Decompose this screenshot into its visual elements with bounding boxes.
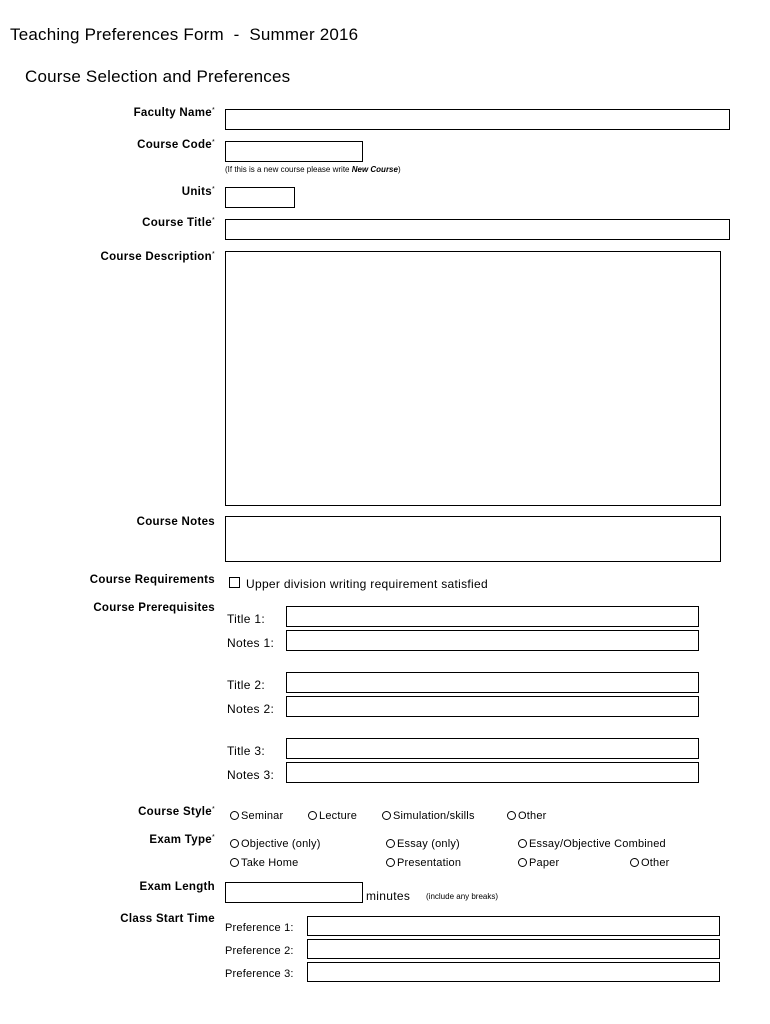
prereq-notes-1-input[interactable]: [286, 630, 699, 651]
course-prerequisites-label: Course Prerequisites: [93, 602, 215, 614]
prereq-title-2-label: Title 2:: [227, 678, 265, 692]
writing-requirement-label: Upper division writing requirement satisfied: [246, 577, 488, 591]
prereq-notes-1-label: Notes 1:: [227, 636, 275, 650]
exam-type-option-other[interactable]: Other: [630, 857, 670, 869]
writing-requirement-checkbox[interactable]: [229, 577, 240, 588]
radio-icon: [507, 811, 516, 820]
course-code-input[interactable]: [225, 141, 363, 162]
preference-3-label: Preference 3:: [225, 968, 294, 980]
exam-type-label: Exam Type*: [149, 834, 215, 846]
exam-length-hint: (include any breaks): [426, 892, 499, 901]
course-code-hint: (If this is a new course please write New Course): [225, 165, 401, 174]
course-requirements-label: Course Requirements: [89, 574, 215, 586]
course-title-label: Course Title*: [142, 217, 215, 229]
radio-icon: [386, 839, 395, 848]
form-title: Teaching Preferences Form - Summer 2016: [10, 25, 359, 44]
exam-length-label: Exam Length: [139, 881, 215, 893]
exam-length-input[interactable]: [225, 882, 363, 903]
course-title-input[interactable]: [225, 219, 730, 240]
prereq-notes-3-label: Notes 3:: [227, 768, 275, 782]
radio-icon: [230, 811, 239, 820]
course-style-option-lecture[interactable]: Lecture: [308, 810, 357, 822]
course-style-label: Course Style*: [138, 806, 215, 818]
prereq-title-3-label: Title 3:: [227, 744, 265, 758]
exam-type-option-presentation[interactable]: Presentation: [386, 857, 461, 869]
course-style-option-simulation[interactable]: Simulation/skills: [382, 810, 475, 822]
radio-icon: [230, 839, 239, 848]
class-start-time-label: Class Start Time: [120, 913, 215, 925]
exam-type-option-paper[interactable]: Paper: [518, 857, 559, 869]
course-notes-textarea[interactable]: [225, 516, 721, 562]
preference-1-input[interactable]: [307, 916, 720, 936]
prereq-notes-2-input[interactable]: [286, 696, 699, 717]
prereq-title-1-label: Title 1:: [227, 612, 265, 626]
radio-icon: [518, 839, 527, 848]
prereq-notes-2-label: Notes 2:: [227, 702, 275, 716]
preference-2-input[interactable]: [307, 939, 720, 959]
exam-type-option-objective[interactable]: Objective (only): [230, 838, 321, 850]
prereq-title-3-input[interactable]: [286, 738, 699, 759]
course-code-label: Course Code*: [137, 139, 215, 151]
faculty-name-label: Faculty Name*: [133, 107, 215, 119]
course-style-option-seminar[interactable]: Seminar: [230, 810, 283, 822]
units-label: Units*: [181, 186, 215, 198]
preference-2-label: Preference 2:: [225, 945, 294, 957]
radio-icon: [308, 811, 317, 820]
radio-icon: [386, 858, 395, 867]
units-input[interactable]: [225, 187, 295, 208]
course-description-label: Course Description*: [100, 251, 215, 263]
exam-type-option-essay[interactable]: Essay (only): [386, 838, 460, 850]
faculty-name-input[interactable]: [225, 109, 730, 130]
radio-icon: [518, 858, 527, 867]
exam-type-option-take-home[interactable]: Take Home: [230, 857, 298, 869]
radio-icon: [630, 858, 639, 867]
course-notes-label: Course Notes: [136, 516, 215, 528]
course-style-option-other[interactable]: Other: [507, 810, 547, 822]
prereq-title-1-input[interactable]: [286, 606, 699, 627]
exam-length-unit: minutes: [366, 889, 411, 903]
course-description-textarea[interactable]: [225, 251, 721, 506]
prereq-notes-3-input[interactable]: [286, 762, 699, 783]
section-title: Course Selection and Preferences: [25, 67, 291, 86]
exam-type-option-combined[interactable]: Essay/Objective Combined: [518, 838, 666, 850]
prereq-title-2-input[interactable]: [286, 672, 699, 693]
radio-icon: [382, 811, 391, 820]
preference-1-label: Preference 1:: [225, 922, 294, 934]
radio-icon: [230, 858, 239, 867]
preference-3-input[interactable]: [307, 962, 720, 982]
